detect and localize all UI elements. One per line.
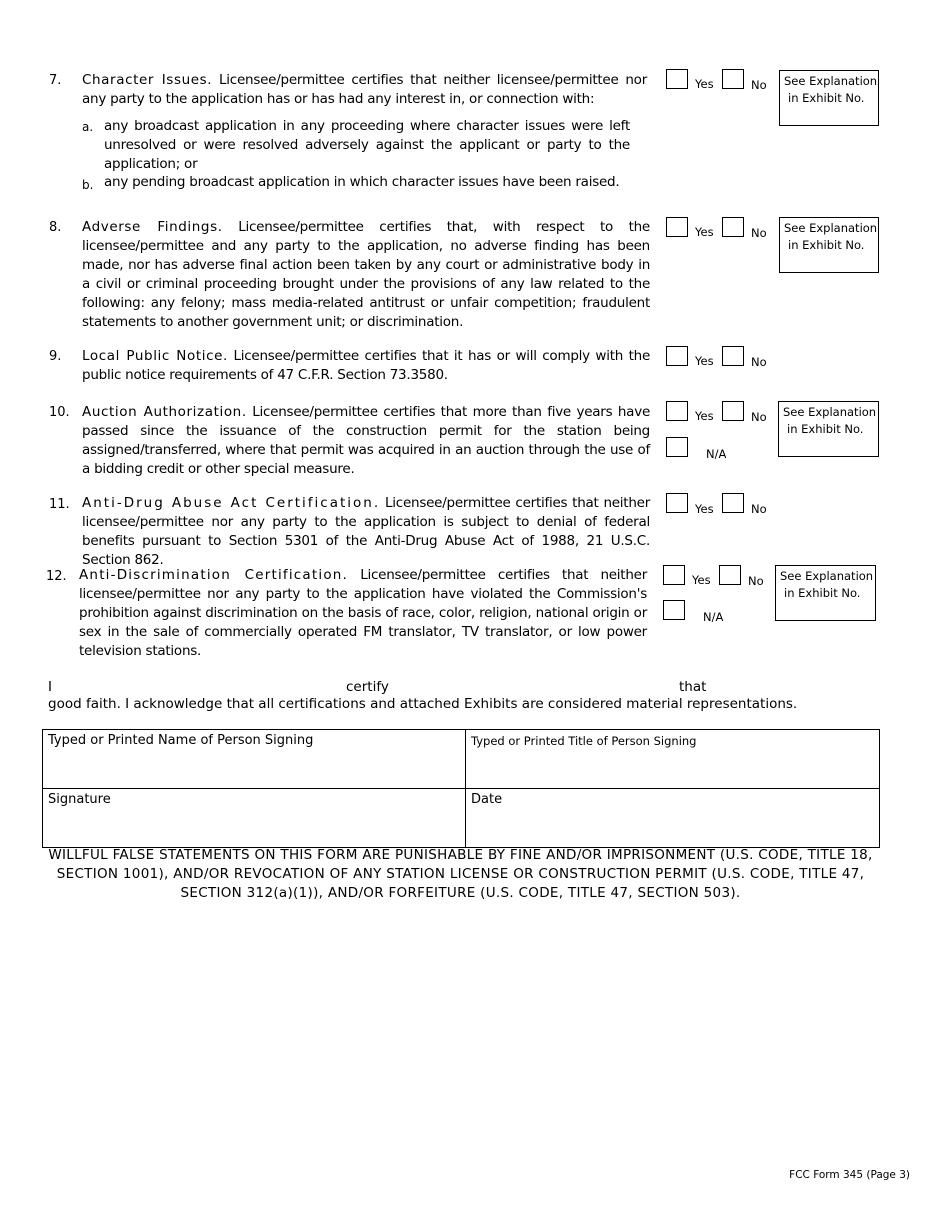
q8-yes-checkbox[interactable] [666,217,688,237]
q9-no-label: No [751,355,767,369]
q8-see-explanation-box[interactable] [779,217,879,273]
q11-text [82,494,650,570]
certification-word-i: I [48,679,52,695]
q7-see-explanation-box[interactable] [779,70,879,126]
q10-number: 10. [49,405,70,420]
q7-sub-a-text: any broadcast application in any proceeding where character issues were left unresolved or were resolved adversely against the applicant or party to the application; or [104,118,630,172]
q8-no-label: No [751,226,767,240]
signature-table [42,729,880,848]
certification-word-certify: certify [346,679,389,695]
q11-yes-checkbox[interactable] [666,493,688,513]
q9-no-checkbox[interactable] [722,346,744,366]
q10-text [82,403,650,479]
signer-name-field[interactable] [43,730,466,789]
q7-body: Licensee/permittee certifies that neither licensee/permittee nor any party to the application has or has had any interest in, or connection with: [82,72,647,107]
signature-label: Signature [48,792,111,807]
q12-yes-label: Yes [692,573,711,587]
q11-number: 11. [49,497,70,512]
q9-text [82,347,650,385]
certification-word-that: that [679,679,707,695]
q9-yes-checkbox[interactable] [666,346,688,366]
see-explanation-line2: in Exhibit No. [784,586,861,600]
q12-na-label: N/A [703,610,724,624]
date-field[interactable] [466,789,880,848]
q8-text [82,218,650,332]
q11-no-checkbox[interactable] [722,493,744,513]
q11-no-label: No [751,502,767,516]
q8-yes-label: Yes [695,225,714,239]
q7-number: 7. [49,73,62,88]
q9-yes-label: Yes [695,354,714,368]
q10-no-checkbox[interactable] [722,401,744,421]
signer-name-label: Typed or Printed Name of Person Signing [48,733,314,748]
q7-no-label: No [751,78,767,92]
q8-body: Licensee/permittee certifies that, with respect to the licensee/permittee and any party to the application, no adverse finding has been made, nor has adverse final action been taken by any court or administrative body in a civil or criminal proceeding brought under the provisions of any law related to the following: any felony; mass media-related antitrust or unfair competition; fraudulent statements to another government unit; or discrimination. [82,219,650,330]
q9-number: 9. [49,349,62,364]
see-explanation-line1: See Explanation [783,405,877,419]
q11-body: Licensee/permittee certifies that neither licensee/permittee nor any party to the application is subject to denial of federal benefits pursuant to Section 5301 of the Anti-Drug Abuse Act of 1988, 21 U.S.C. Section 862. [82,495,651,568]
q10-heading: Auction Authorization. [82,404,247,420]
q10-no-label: No [751,410,767,424]
q12-yes-checkbox[interactable] [663,565,685,585]
form-footer: FCC Form 345 (Page 3) [789,1169,910,1181]
q7-yes-checkbox[interactable] [666,69,688,89]
q8-heading: Adverse Findings. [82,219,223,235]
q12-see-explanation-box[interactable] [775,565,876,621]
q12-number: 12. [46,569,67,584]
date-label: Date [471,792,503,807]
q10-yes-label: Yes [695,409,714,423]
q7-sub-b-letter: b. [82,178,94,192]
q10-yes-checkbox[interactable] [666,401,688,421]
q7-heading: Character Issues. [82,72,213,88]
signature-field[interactable] [43,789,466,848]
see-explanation-line2: in Exhibit No. [788,238,865,252]
q12-text [79,566,647,661]
false-statement-warning: WILLFUL FALSE STATEMENTS ON THIS FORM ARE PUNISHABLE BY FINE AND/OR IMPRISONMENT (U.S. CODE, TITLE 18, SECTION 1001), AND/OR REVOCATION OF ANY STATION LICENSE OR CONSTRUCTION PERMIT (U.S. CODE, TITLE 47, SECTION 312(a)(1)), AND/OR FORFEITURE (U.S. CODE, TITLE 47, SECTION 503). [48,847,873,901]
q10-body: Licensee/permittee certifies that more than five years have passed since the issuance of the construction permit for the station being assigned/transferred, where that permit was acquired in an auction through the use of a bidding credit or other special measure. [82,404,650,477]
signer-title-field[interactable] [466,730,880,789]
q7-text [82,71,647,109]
q9-body: Licensee/permittee certifies that it has or will comply with the public notice requirements of 47 C.F.R. Section 73.3580. [82,348,650,383]
q11-yes-label: Yes [695,502,714,516]
q8-no-checkbox[interactable] [722,217,744,237]
see-explanation-line1: See Explanation [780,569,874,583]
q8-number: 8. [49,220,62,235]
see-explanation-line1: See Explanation [784,74,878,88]
q9-heading: Local Public Notice. [82,348,228,364]
q10-na-label: N/A [706,447,727,461]
q11-heading: Anti-Drug Abuse Act Certification. [82,495,381,511]
q12-body: Licensee/permittee certifies that neither licensee/permittee nor any party to the application have violated the Commission's prohibition against discrimination on the basis of race, color, religion, national origin or sex in the sale of commercially operated FM translator, TV translator, or low power television stations. [79,567,648,659]
certification-statement: good faith. I acknowledge that all certifications and attached Exhibits are considered material representations. [48,696,798,712]
q10-see-explanation-box[interactable] [778,401,879,457]
signer-title-label: Typed or Printed Title of Person Signing [471,734,697,748]
q12-no-label: No [748,574,764,588]
see-explanation-line2: in Exhibit No. [787,422,864,436]
q7-yes-label: Yes [695,77,714,91]
q7-sub-a-letter: a. [82,120,94,134]
see-explanation-line1: See Explanation [784,221,878,235]
q12-heading: Anti-Discrimination Certification. [79,567,349,583]
q7-sub-b-text: any pending broadcast application in which character issues have been raised. [104,174,620,190]
see-explanation-line2: in Exhibit No. [788,91,865,105]
q12-no-checkbox[interactable] [719,565,741,585]
q7-no-checkbox[interactable] [722,69,744,89]
q10-na-checkbox[interactable] [666,437,688,457]
q12-na-checkbox[interactable] [663,600,685,620]
